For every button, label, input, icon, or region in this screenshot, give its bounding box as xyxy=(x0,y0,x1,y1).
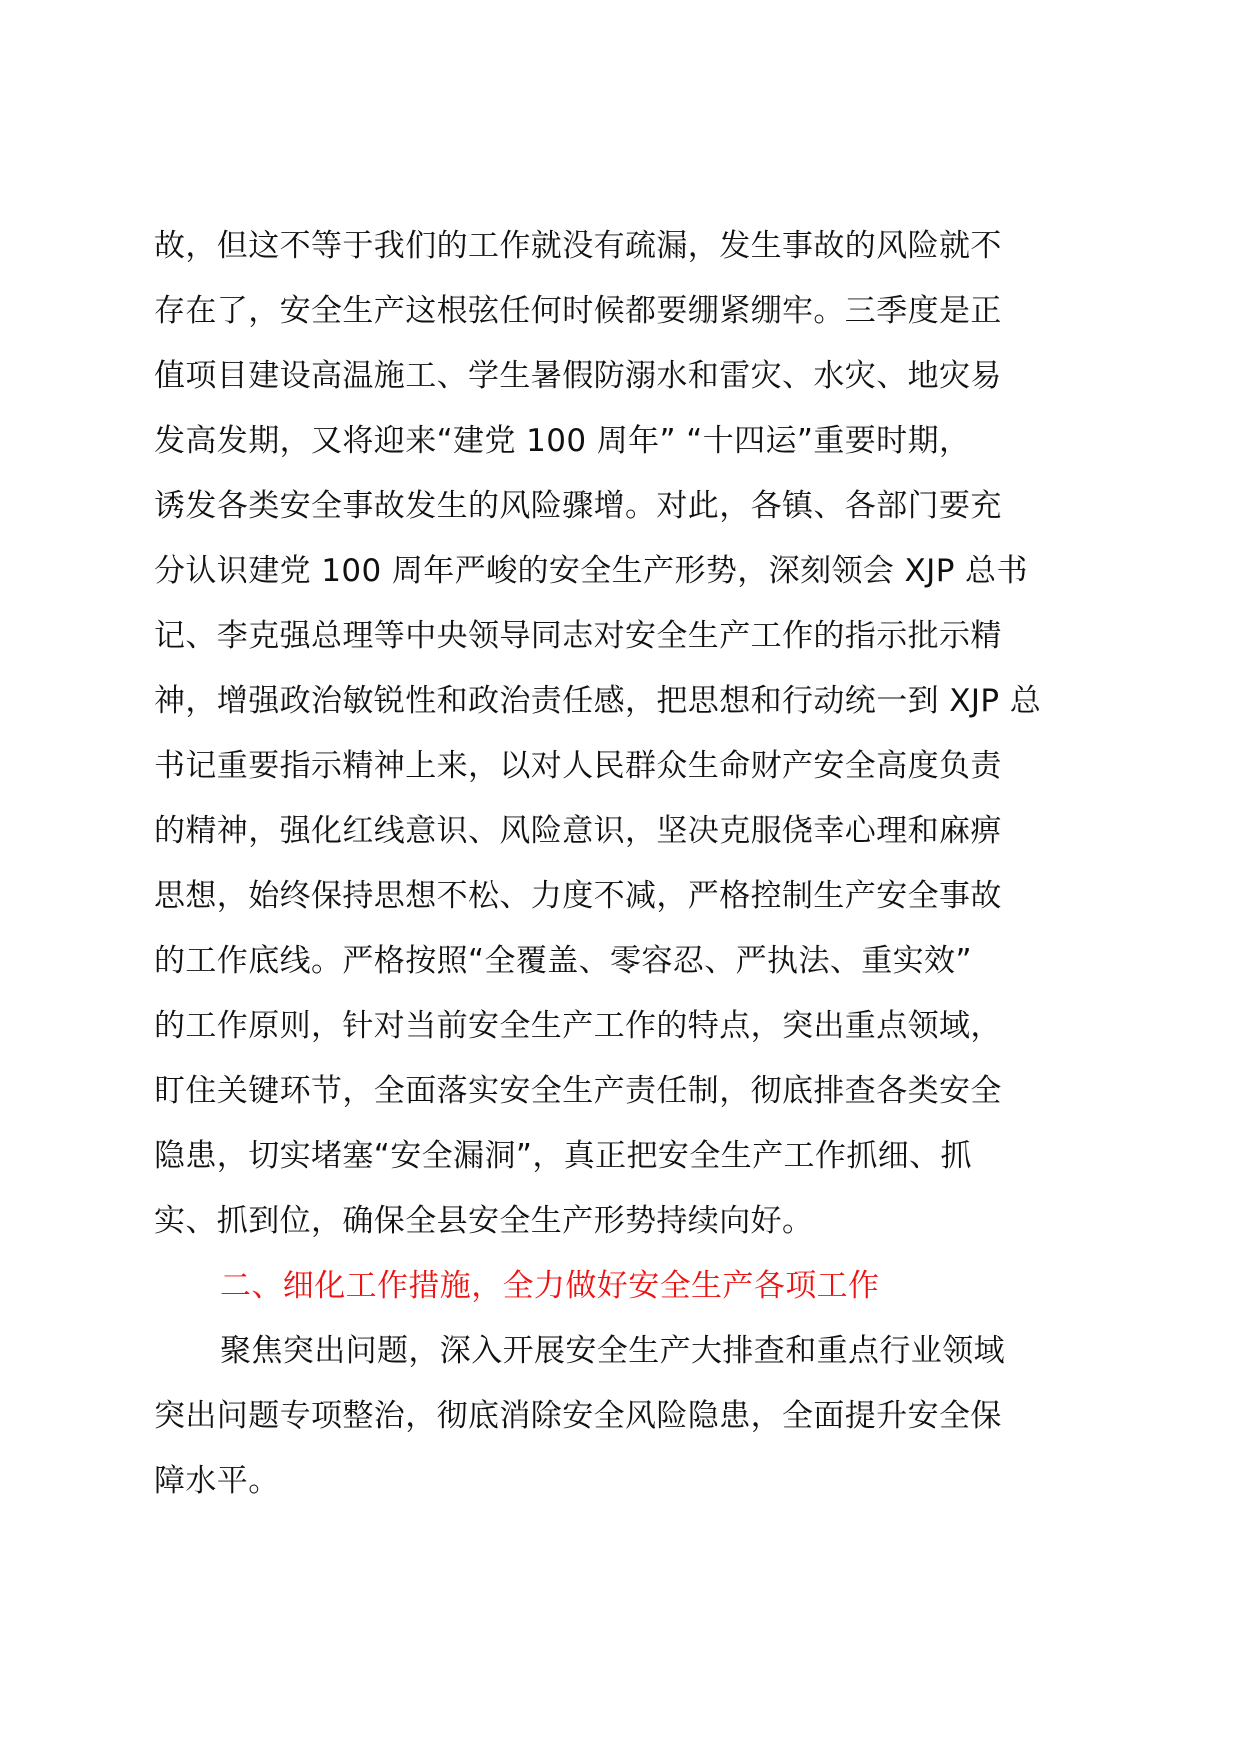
section-heading: 二、细化工作措施，全力做好安全生产各项工作 xyxy=(220,1268,880,1304)
paragraph-line: 的工作底线。严格按照“全覆盖、零容忍、严执法、重实效” xyxy=(154,943,972,979)
paragraph-line: 分认识建党 100 周年严峻的安全生产形势，深刻领会 XJP 总书 xyxy=(154,553,1028,589)
paragraph-line: 实、抓到位，确保全县安全生产形势持续向好。 xyxy=(154,1203,814,1239)
paragraph-line: 的精神，强化红线意识、风险意识，坚决克服侥幸心理和麻痹 xyxy=(154,813,1002,849)
paragraph-line: 盯住关键环节，全面落实安全生产责任制，彻底排查各类安全 xyxy=(154,1073,1002,1109)
paragraph-line: 记、李克强总理等中央领导同志对安全生产工作的指示批示精 xyxy=(154,618,1002,654)
paragraph-line: 突出问题专项整治，彻底消除安全风险隐患，全面提升安全保 xyxy=(154,1398,1002,1434)
paragraph-line: 障水平。 xyxy=(154,1463,280,1499)
paragraph-line: 思想，始终保持思想不松、力度不减，严格控制生产安全事故 xyxy=(154,878,1002,914)
paragraph-line: 隐患，切实堵塞“安全漏洞”，真正把安全生产工作抓细、抓 xyxy=(154,1138,972,1174)
document-body xyxy=(154,214,1094,1514)
paragraph-line: 的工作原则，针对当前安全生产工作的特点，突出重点领域， xyxy=(154,1008,1002,1044)
paragraph-line: 书记重要指示精神上来，以对人民群众生命财产安全高度负责 xyxy=(154,748,1002,784)
paragraph-line: 存在了，安全生产这根弦任何时候都要绷紧绷牢。三季度是正 xyxy=(154,293,1002,329)
paragraph-line: 发高发期，又将迎来“建党 100 周年” “十四运”重要时期， xyxy=(154,423,971,459)
paragraph-line: 故，但这不等于我们的工作就没有疏漏，发生事故的风险就不 xyxy=(154,228,1002,264)
paragraph-line: 值项目建设高温施工、学生暑假防溺水和雷灾、水灾、地灾易 xyxy=(154,358,1002,394)
paragraph-line: 诱发各类安全事故发生的风险骤增。对此，各镇、各部门要充 xyxy=(154,488,1002,524)
paragraph-line: 聚焦突出问题，深入开展安全生产大排查和重点行业领域 xyxy=(220,1333,1005,1369)
paragraph-line: 神，增强政治敏锐性和政治责任感，把思想和行动统一到 XJP 总 xyxy=(154,683,1042,719)
